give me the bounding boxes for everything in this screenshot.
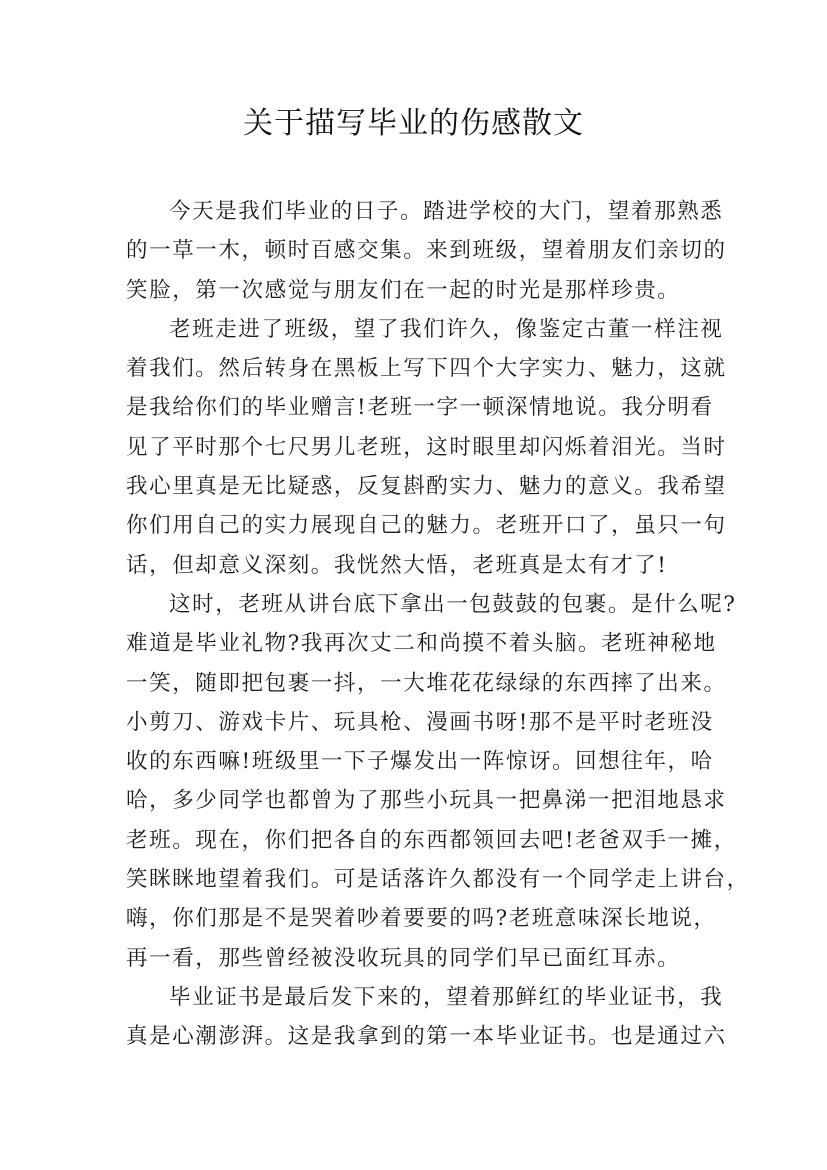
document-title: 关于描写毕业的伤感散文 [243,106,584,141]
text-line: 再一看，那些曾经被没收玩具的同学们早已面红耳赤。 [126,945,681,971]
text-line: 小剪刀、游戏卡片、玩具枪、漫画书呀!那不是平时老班没 [126,709,714,735]
paragraph-1 [126,192,727,310]
text-line: 毕业证书是最后发下来的，望着那鲜红的毕业证书，我 [169,984,724,1010]
paragraph-2 [126,310,727,585]
text-line: 难道是毕业礼物?我再次丈二和尚摸不着头脑。老班神秘地 [126,631,717,657]
text-line: 老班。现在，你们把各自的东西都领回去吧!老爸双手一摊， [126,827,737,853]
text-line: 这时，老班从讲台底下拿出一包鼓鼓的包裹。是什么呢? [169,591,737,617]
text-line: 是我给你们的毕业赠言!老班一字一顿深情地说。我分明看 [126,395,714,421]
text-line: 收的东西嘛!班级里一下子爆发出一阵惊讶。回想往年，哈 [126,749,714,775]
text-line: 话，但却意义深刻。我恍然大悟，老班真是太有才了! [126,552,668,578]
text-line: 一笑，随即把包裹一抖，一大堆花花绿绿的东西摔了出来。 [126,670,727,696]
text-line: 的一草一木，顿时百感交集。来到班级，望着朋友们亲切的 [126,238,727,264]
text-line: 着我们。然后转身在黑板上写下四个大字实力、魅力，这就 [126,356,727,382]
paragraph-4 [126,978,727,1057]
text-line: 真是心潮澎湃。这是我拿到的第一本毕业证书。也是通过六 [126,1024,727,1050]
text-line: 今天是我们毕业的日子。踏进学校的大门，望着那熟悉 [169,199,724,224]
text-line: 我心里真是无比疑惑，反复斟酌实力、魅力的意义。我希望 [126,474,727,500]
text-line: 嗨，你们那是不是哭着吵着要要的吗?老班意味深长地说， [126,906,717,932]
document-body [126,192,750,1057]
text-line: 老班走进了班级，望了我们许久，像鉴定古董一样注视 [169,316,724,342]
text-line: 见了平时那个七尺男儿老班，这时眼里却闪烁着泪光。当时 [126,434,727,460]
text-line: 笑脸，第一次感觉与朋友们在一起的时光是那样珍贵。 [126,277,681,303]
text-line: 你们用自己的实力展现自己的魅力。老班开口了，虽只一句 [126,513,727,539]
paragraph-3 [126,585,750,978]
text-line: 哈，多少同学也都曾为了那些小玩具一把鼻涕一把泪地恳求 [126,788,727,814]
text-line: 笑眯眯地望着我们。可是话落许久都没有一个同学走上讲台， [126,867,750,893]
